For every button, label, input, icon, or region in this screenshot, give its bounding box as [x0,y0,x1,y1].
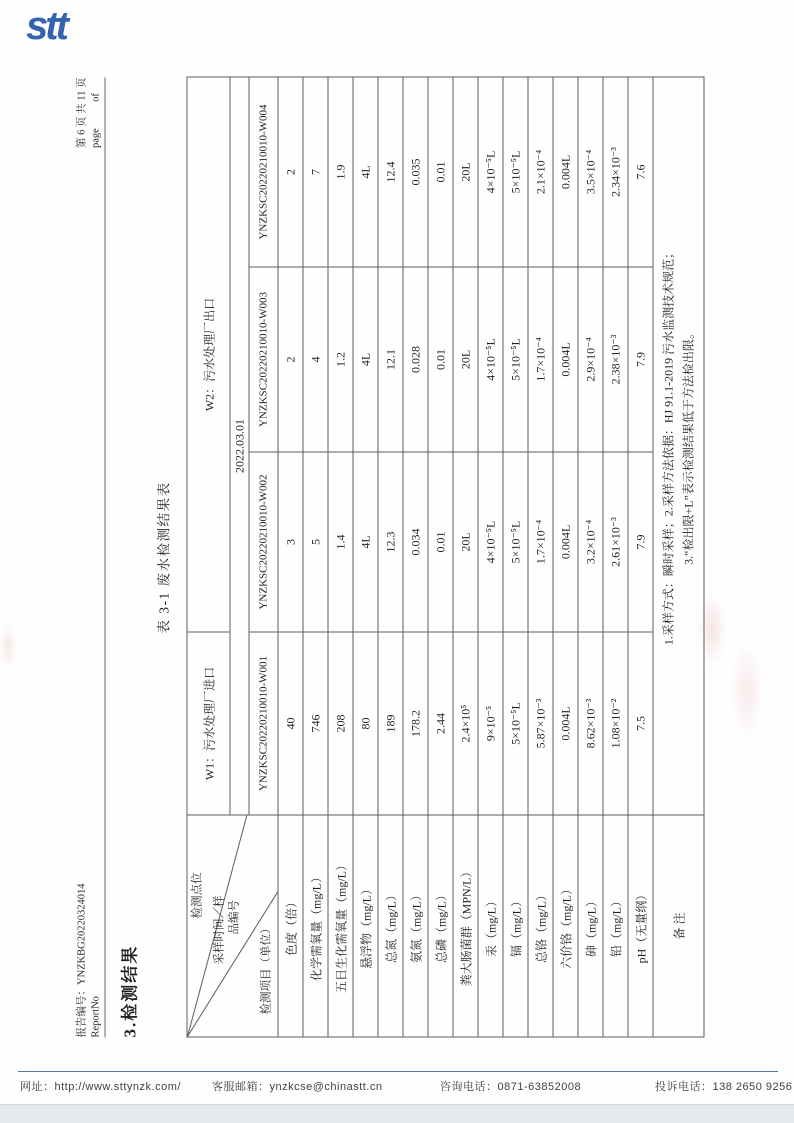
analyte-name: 六价铬（mg/L） [553,815,578,1037]
analyte-name: 悬浮物（mg/L） [353,815,378,1037]
analyte-name: 镉（mg/L） [503,815,528,1037]
analyte-value-w004: 4L [353,76,378,266]
analyte-name: 粪大肠菌群（MPN/L） [453,815,478,1037]
analyte-value-w004: 2 [278,76,303,266]
analyte-value-w003: 0.028 [403,267,428,452]
analyte-value-w001: 1.08×10⁻² [603,632,628,815]
analyte-row [403,76,428,1036]
analyte-value-w002: 0.01 [428,452,453,632]
analyte-value-w001: 0.004L [553,632,578,815]
analyte-value-w004: 20L [453,76,478,266]
analyte-value-w004: 7.6 [628,76,653,266]
stamp-smudge [731,638,763,742]
document-header [75,77,105,1037]
analyte-value-w001: 5.87×10⁻³ [528,632,553,815]
sampling-date: 2022.03.01 [230,76,249,814]
analyte-name: 总氮（mg/L） [378,815,403,1037]
sample-id: YNZKSC20220210010-W003 [249,267,278,452]
analyte-value-w001: 2.44 [428,632,453,815]
analyte-name: 五日生化需氧量（mg/L） [328,815,353,1037]
stt-logo: stt [26,4,66,48]
analyte-value-w001: 80 [353,632,378,815]
corner-header-cell [187,815,278,1037]
stamp-smudge [1,623,15,671]
sampling-point-w2: W2：污水处理厂出口 [187,76,230,631]
analyte-value-w003: 2.9×10⁻⁴ [578,267,603,452]
footer-email: 客服邮箱：ynzkcse@chinastt.cn [212,1081,383,1093]
report-number: 报告编号：YNZKBG20220324014 [76,883,87,1037]
analyte-value-w003: 4 [303,267,328,452]
footer-complaint-phone: 投诉电话：138 2650 9256 [655,1081,793,1093]
analyte-value-w003: 1.7×10⁻⁴ [528,267,553,452]
results-table [186,76,704,1037]
analyte-row [603,76,628,1036]
analyte-row [303,76,328,1036]
analyte-name: 总铬（mg/L） [528,815,553,1037]
analyte-value-w004: 5×10⁻⁵L [503,76,528,266]
footer-website: 网址：http://www.sttynzk.com/ [20,1081,181,1093]
footer-divider [18,1071,778,1072]
analyte-value-w002: 20L [453,452,478,632]
analyte-name: 氨氮（mg/L） [403,815,428,1037]
analyte-value-w003: 2 [278,267,303,452]
analyte-value-w003: 1.2 [328,267,353,452]
analyte-value-w004: 2.1×10⁻⁴ [528,76,553,266]
analyte-value-w004: 2.34×10⁻³ [603,76,628,266]
analyte-value-w003: 7.9 [628,267,653,452]
analyte-row [503,76,528,1036]
analyte-value-w003: 20L [453,267,478,452]
analyte-value-w002: 0.034 [403,452,428,632]
analyte-value-w001: 8.62×10⁻³ [578,632,603,815]
analyte-value-w003: 12.1 [378,267,403,452]
analyte-value-w003: 4×10⁻⁵L [478,267,503,452]
corner-time-label: 采样时间／样 品编号 [213,895,241,964]
analyte-name: pH（无量纲） [628,815,653,1037]
analyte-row [628,76,653,1036]
analyte-value-w002: 3 [278,452,303,632]
analyte-value-w002: 1.7×10⁻⁴ [528,452,553,632]
sample-id: YNZKSC20220210010-W004 [249,76,278,266]
remark-notes [653,76,704,814]
sample-id: YNZKSC20220210010-W001 [249,632,278,815]
analyte-value-w001: 40 [278,632,303,815]
analyte-value-w002: 2.61×10⁻³ [603,452,628,632]
analyte-value-w002: 4×10⁻⁵L [478,452,503,632]
analyte-value-w002: 12.3 [378,452,403,632]
remark-label: 备 注 [653,815,704,1037]
analyte-value-w002: 3.2×10⁻⁴ [578,452,603,632]
analyte-row [478,76,503,1036]
analyte-value-w001: 7.5 [628,632,653,815]
analyte-value-w002: 4L [353,452,378,632]
analyte-value-w004: 12.4 [378,76,403,266]
analyte-row [453,76,478,1036]
analyte-value-w001: 2.4×10⁵ [453,632,478,815]
analyte-value-w002: 1.4 [328,452,353,632]
analyte-value-w004: 4×10⁻⁵L [478,76,503,266]
analyte-value-w003: 0.01 [428,267,453,452]
analyte-value-w003: 5×10⁻⁵L [503,267,528,452]
analyte-value-w003: 4L [353,267,378,452]
analyte-name: 铅（mg/L） [603,815,628,1037]
page-number-en: page of [89,92,101,148]
analyte-value-w001: 208 [328,632,353,815]
analyte-name: 汞（mg/L） [478,815,503,1037]
analyte-value-w001: 746 [303,632,328,815]
analyte-value-w004: 7 [303,76,328,266]
analyte-value-w001: 178.2 [403,632,428,815]
analyte-row [553,76,578,1036]
analyte-value-w002: 0.004L [553,452,578,632]
analyte-value-w001: 5×10⁻⁵L [503,632,528,815]
scan-edge-band [0,1104,794,1123]
analyte-value-w002: 5 [303,452,328,632]
analyte-value-w002: 5×10⁻⁵L [503,452,528,632]
footer-phone: 咨询电话：0871-63852008 [440,1081,582,1093]
analyte-row [353,76,378,1036]
analyte-value-w002: 7.9 [628,452,653,632]
analyte-value-w004: 0.004L [553,76,578,266]
analyte-value-w003: 0.004L [553,267,578,452]
sample-id: YNZKSC20220210010-W002 [249,452,278,632]
analyte-rows [278,76,653,1036]
analyte-value-w001: 9×10⁻⁵ [478,632,503,815]
analyte-value-w004: 0.01 [428,76,453,266]
analyte-row [428,76,453,1036]
analyte-value-w004: 3.5×10⁻⁴ [578,76,603,266]
analyte-name: 砷（mg/L） [578,815,603,1037]
analyte-row [328,76,353,1036]
remark-line-1: 1.采样方式：瞬时采样；2.采样方法依据：HJ 91.1-2019 污水监测技术规范； [660,246,675,645]
table-title: 表 3-1 废水检测结果表 [156,480,172,634]
analyte-name: 色度（倍） [278,815,303,1037]
analyte-name: 化学需氧量（mg/L） [303,815,328,1037]
report-number-en: ReportNo [89,995,101,1037]
page-number: 第 6 页 共 11 页 [76,77,87,148]
stamp-smudge [698,592,726,666]
analyte-name: 总磷（mg/L） [428,815,453,1037]
sampling-point-w1: W1：污水处理厂进口 [187,632,230,815]
analyte-value-w001: 189 [378,632,403,815]
analyte-row [378,76,403,1036]
analyte-value-w003: 2.38×10⁻³ [603,267,628,452]
analyte-value-w004: 0.035 [403,76,428,266]
corner-point-label: 检测点位 [191,872,204,918]
corner-item-label: 检测项目（单位） [260,922,273,1014]
analyte-row [278,76,303,1036]
analyte-value-w004: 1.9 [328,76,353,266]
rotated-landscape-content [75,77,696,1037]
section-heading: 3.检测结果 [120,944,140,1037]
remark-line-2: 3.“检出限+L”表示检测结果低于方法检出限。 [681,326,696,565]
analyte-row [578,76,603,1036]
analyte-row [528,76,553,1036]
